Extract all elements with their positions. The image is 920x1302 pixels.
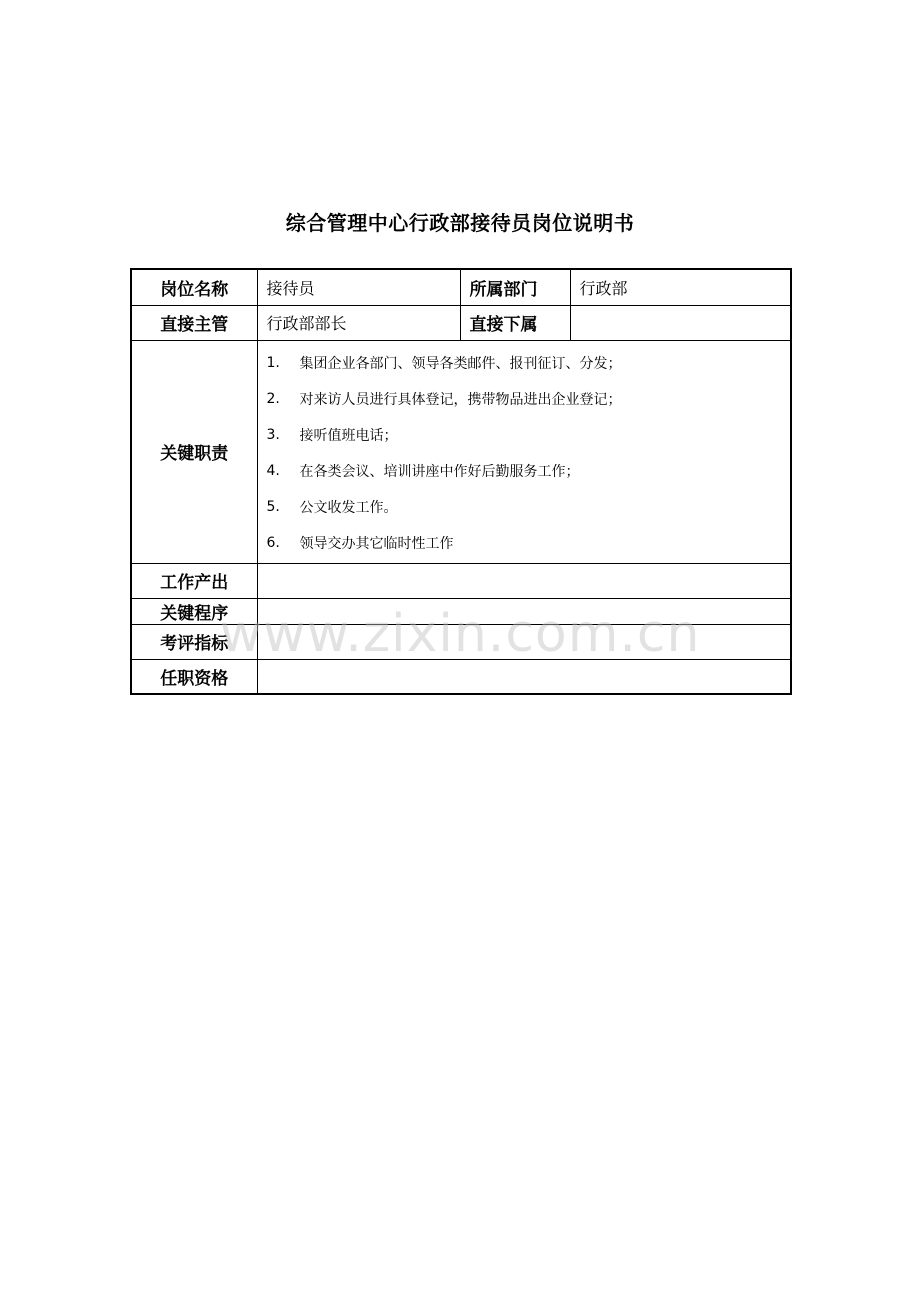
list-item (267, 453, 791, 489)
key-procedure-label: 关键程序 (131, 598, 257, 624)
duty-text: 集团企业各部门、领导各类邮件、报刊征订、分发； (299, 355, 622, 372)
position-name-value: 接待员 (257, 269, 460, 305)
department-value: 行政部 (570, 269, 791, 305)
list-item (267, 381, 791, 417)
direct-subordinate-label: 直接下属 (460, 305, 570, 340)
duty-number: 1. (266, 354, 280, 371)
duty-number: 3. (266, 426, 280, 443)
table-row-key-duties (131, 340, 791, 563)
key-procedure-value (257, 598, 791, 624)
key-duties-label: 关键职责 (131, 340, 257, 563)
document-title: 综合管理中心行政部接待员岗位说明书 (285, 211, 635, 235)
watermark: www.zixin.com.cn (219, 604, 701, 664)
qualification-label: 任职资格 (131, 659, 257, 694)
key-duties-list (257, 340, 791, 563)
table-row-key-procedure (131, 598, 791, 624)
duty-text: 接听值班电话； (299, 427, 398, 444)
duty-number: 4. (266, 462, 280, 479)
job-description-table (130, 268, 792, 695)
department-label: 所属部门 (460, 269, 570, 305)
qualification-value (257, 659, 791, 694)
list-item (267, 525, 791, 561)
table-row-qualification (131, 659, 791, 694)
duty-text: 公文收发工作。 (299, 499, 398, 516)
list-item (267, 345, 791, 381)
duty-number: 5. (266, 498, 280, 515)
duty-text: 在各类会议、培训讲座中作好后勤服务工作； (299, 463, 580, 480)
direct-supervisor-label: 直接主管 (131, 305, 257, 340)
table-row-position (131, 269, 791, 305)
table-row-supervisor (131, 305, 791, 340)
duty-text: 领导交办其它临时性工作 (299, 535, 454, 552)
position-name-label: 岗位名称 (131, 269, 257, 305)
duty-number: 2. (266, 390, 280, 407)
work-output-value (257, 563, 791, 598)
table-row-evaluation (131, 624, 791, 659)
work-output-label: 工作产出 (131, 563, 257, 598)
list-item (267, 489, 791, 525)
list-item (267, 417, 791, 453)
table-row-work-output (131, 563, 791, 598)
direct-supervisor-value: 行政部部长 (257, 305, 460, 340)
duty-text: 对来访人员进行具体登记，携带物品进出企业登记； (299, 391, 622, 408)
duty-number: 6. (266, 534, 280, 551)
direct-subordinate-value (570, 305, 791, 340)
evaluation-label: 考评指标 (131, 624, 257, 659)
evaluation-value (257, 624, 791, 659)
